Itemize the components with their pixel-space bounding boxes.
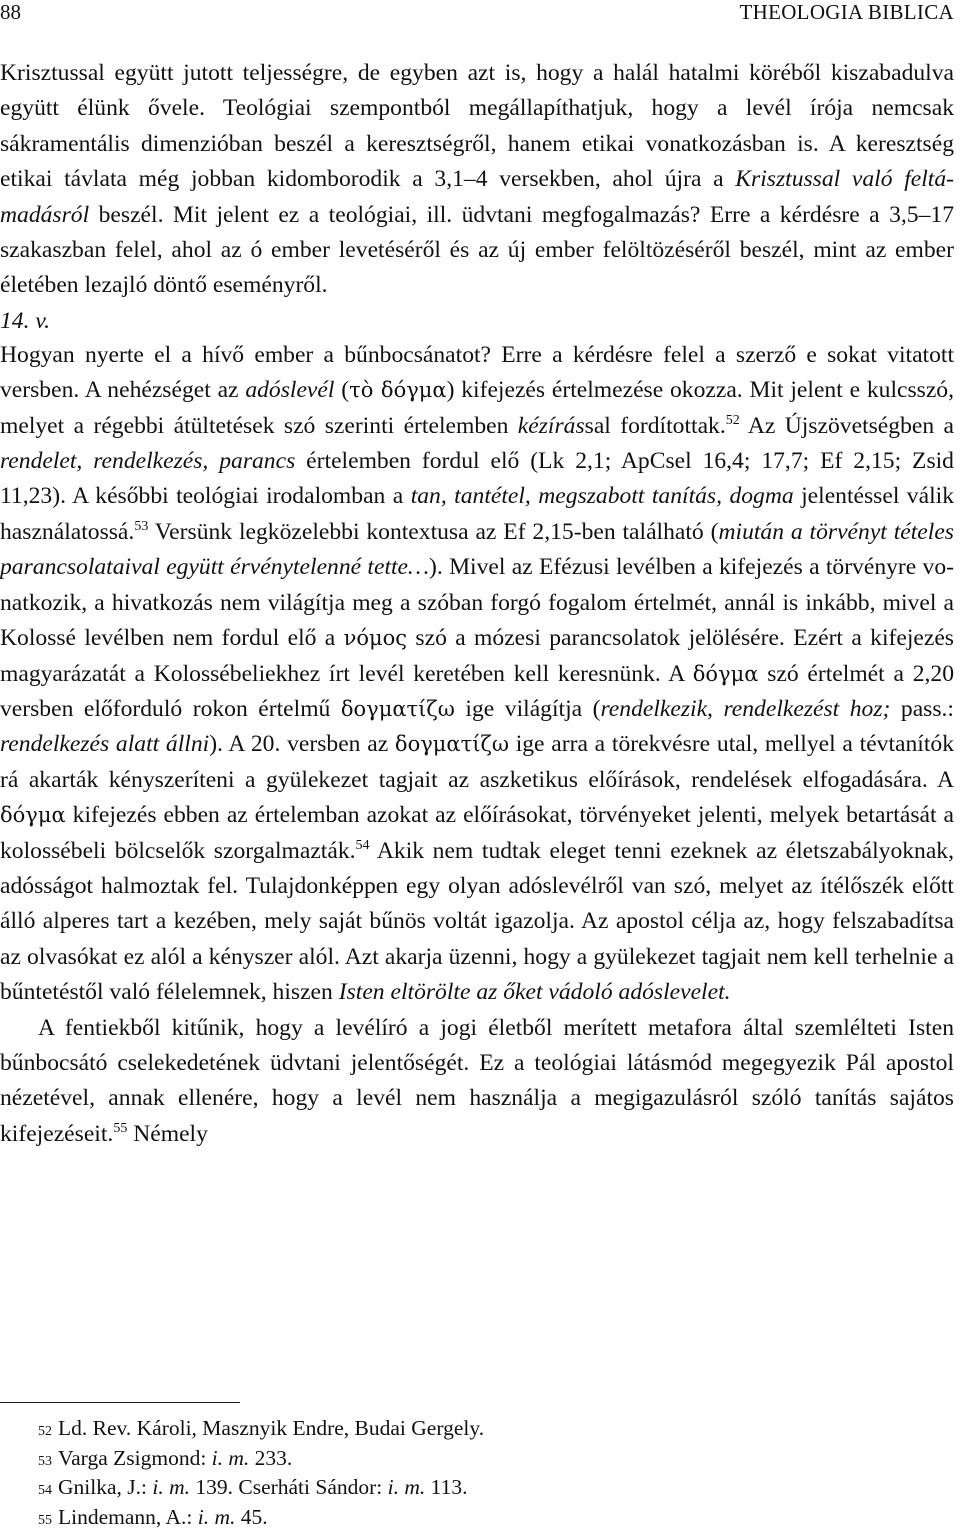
footnote-53 (38, 1444, 938, 1474)
footnote-55 (38, 1503, 938, 1532)
paragraph-3 (0, 1011, 954, 1153)
italic-run: miután a törvényt tételes parancsolataival együtt érvénytelenné tette… (0, 518, 954, 581)
text-run: Krisztussal együtt jutott teljességre, de egyben azt is, hogy a halál hatalmi köréből kiszabadulva együtt élünk ővele. Teológiai szempontból megállapíthatjuk, hogy a levél írója nemcsak sákramentális dimenzióban beszél a keresztségről, hanem etikai vonatkozásban is. A keresztség etikai távlata még jobban kidomborodik a 3,1–4 versekben, ahol újra a (0, 60, 954, 193)
footnotes (38, 1414, 938, 1532)
running-title: THEOLOGIA BIBLICA (739, 0, 954, 24)
footnote-text: Lindemann, A.: (58, 1504, 198, 1529)
section-heading: 14. v. (0, 307, 51, 334)
page-number: 88 (0, 0, 21, 24)
footnote-ref-53[interactable]: 53 (134, 518, 149, 534)
footnote-italic: i. m. (387, 1475, 426, 1499)
text-run: Versünk legközelebbi kontextusa az Ef 2,15-ben található ( (148, 518, 719, 545)
italic-run: rendelkezik, rendelkezést hoz; (600, 695, 891, 722)
italic-run: tan, tantétel, megszabott tanítás, dogma (410, 483, 794, 510)
greek-term: δόγμα (692, 661, 759, 686)
footnote-italic: i. m. (197, 1504, 236, 1529)
text-run: értelemben fordul elő (Lk 2,1; ApCsel 16,4; 17,7; Ef 2,15; Zsid 11,23). A későbbi teológiai irodalomban a (0, 448, 954, 510)
text-run: Hogyan nyerte el a hívő ember a bűnbocsánatot? Erre a kérdésre felel a szerző e sokat vitatott versben. A nehézséget az (0, 341, 954, 404)
footnote-number: 52 (38, 1424, 52, 1439)
paragraph-2 (0, 338, 954, 1011)
footnote-italic: i. m. (152, 1475, 190, 1499)
text-run: ). A 20. versben az (209, 731, 395, 758)
greek-term: δογματίζω (340, 696, 455, 721)
footnote-ref-55[interactable]: 55 (113, 1120, 128, 1136)
greek-term: τὸ δόγμα (349, 378, 447, 403)
italic-run: rendelet, rendelkezés, parancs (0, 448, 296, 475)
text-run: szó a mózesi parancsolatok jelölésére. Ezért a kifejezés magyarázatát a Kolossébeliekhez írt levél keretében kell keresnünk. A (0, 625, 954, 687)
text-run: ige világítja ( (454, 695, 601, 722)
text-run: ige arra a törekvésre utal, mellyel a tévtanítók rá akarták kényszeríteni a gyülekezet tagjait az aszketikus előírások, rendelések elfogadására. A (0, 731, 954, 793)
text-run: Némely (127, 1120, 208, 1147)
footnote-text: 139. Cserháti Sándor: (189, 1475, 388, 1499)
italic-run: kézírás (517, 412, 585, 439)
text-run: kifejezés ebben az értelemban azokat az előírásokat, törvényeket jelenti, melyek betartását a kolossébeli bölcselők szorgalmazták. (0, 802, 954, 864)
text-run: jelentéssel válik használatossá. (0, 483, 954, 545)
greek-term: δογματίζω (394, 732, 509, 757)
text-run: ) kifejezés értelmezése okozza. Mit jelent e kulcsszó, melyet a régebbi átültetések szó szerinti értelemben (0, 377, 954, 439)
footnote-ref-52[interactable]: 52 (725, 412, 740, 428)
footnote-text: 233. (249, 1445, 293, 1470)
text-run: Az Újszövetségben a (739, 412, 955, 439)
footnote-number: 54 (38, 1483, 52, 1498)
footnote-separator (0, 1402, 240, 1403)
text-run: Akik nem tudtak eleget tenni ezeknek az életszabályoknak, adósságot halmoztak fel. Tulajdonképpen egy olyan adóslevélről van szó, melyet az ítélőszék előtt álló alperes tart a kezében, mely saját bűnös voltát igazolja. Az apostol célja az, hogy felszabadítsa az olvasókat ez alól a kényszer alól. Azt akarja üzenni, hogy a gyülekezet tagjait nem kell terhelnie a bűntetéstől való félelemnek, hiszen (0, 837, 955, 1006)
italic-run: Krisztussal való feltámadásról (0, 166, 954, 228)
running-header (0, 0, 960, 28)
footnote-text: 113. (425, 1475, 468, 1499)
greek-term: δόγμα (0, 803, 66, 828)
footnote-text: Ld. Rev. Károli, Masznyik Endre, Budai Gergely. (58, 1416, 485, 1440)
italic-run: rendelkezés alatt állni (0, 731, 210, 758)
text-run: pass.: (890, 695, 954, 722)
text-run: sal fordítottak. (584, 412, 726, 439)
footnote-ref-54[interactable]: 54 (355, 837, 370, 853)
footnote-number: 53 (38, 1453, 52, 1469)
body-text (0, 56, 954, 1152)
footnote-text: Gnilka, J.: (58, 1475, 153, 1499)
paragraph-1 (0, 56, 954, 304)
text-run: szó értelmét a 2,20 versben előforduló rokon értelmű (0, 660, 954, 722)
text-run: A fentiekből kitűnik, hogy a levélíró a jogi életből merített metafora által szemlélteti Isten bűnbocsátó cselekedetének üdvtani jelentőségét. Ez a teológiai látásmód megegyezik Pál apostol nézetével, annak ellenére, hogy a levél nem használja a megigazulásról szóló tanítás sajátos kifejezéseit. (0, 1014, 954, 1147)
footnote-italic: i. m. (211, 1445, 250, 1470)
footnote-text: 45. (235, 1504, 268, 1529)
footnote-52 (38, 1414, 938, 1444)
footnote-number: 55 (38, 1512, 52, 1528)
italic-run: Isten eltörölte az őket vádoló adóslevelet. (338, 979, 731, 1006)
greek-term: νόμος (343, 626, 408, 651)
text-run: beszél. Mit jelent ez a teológiai, ill. üdvtani megfogalmazás? Erre a kérdésre a 3,5–17 szakaszban felel, ahol az ó ember levetéséről és az új ember felöltözéséről beszél, mint az ember életében lezajló döntő eseményről. (0, 201, 954, 299)
italic-run: adóslevél (245, 377, 335, 404)
text-run: ). Mivel az Efézusi levélben a kifejezés a törvényre vonatkozik, a hivatkozás nem világítja meg a szóban forgó fogalom értelmét, annál is inkább, mivel a Kolossé levélben nem fordul elő a (0, 554, 954, 652)
footnote-text: Varga Zsigmond: (58, 1445, 212, 1470)
footnote-54 (38, 1473, 938, 1503)
text-run: ( (334, 377, 350, 404)
